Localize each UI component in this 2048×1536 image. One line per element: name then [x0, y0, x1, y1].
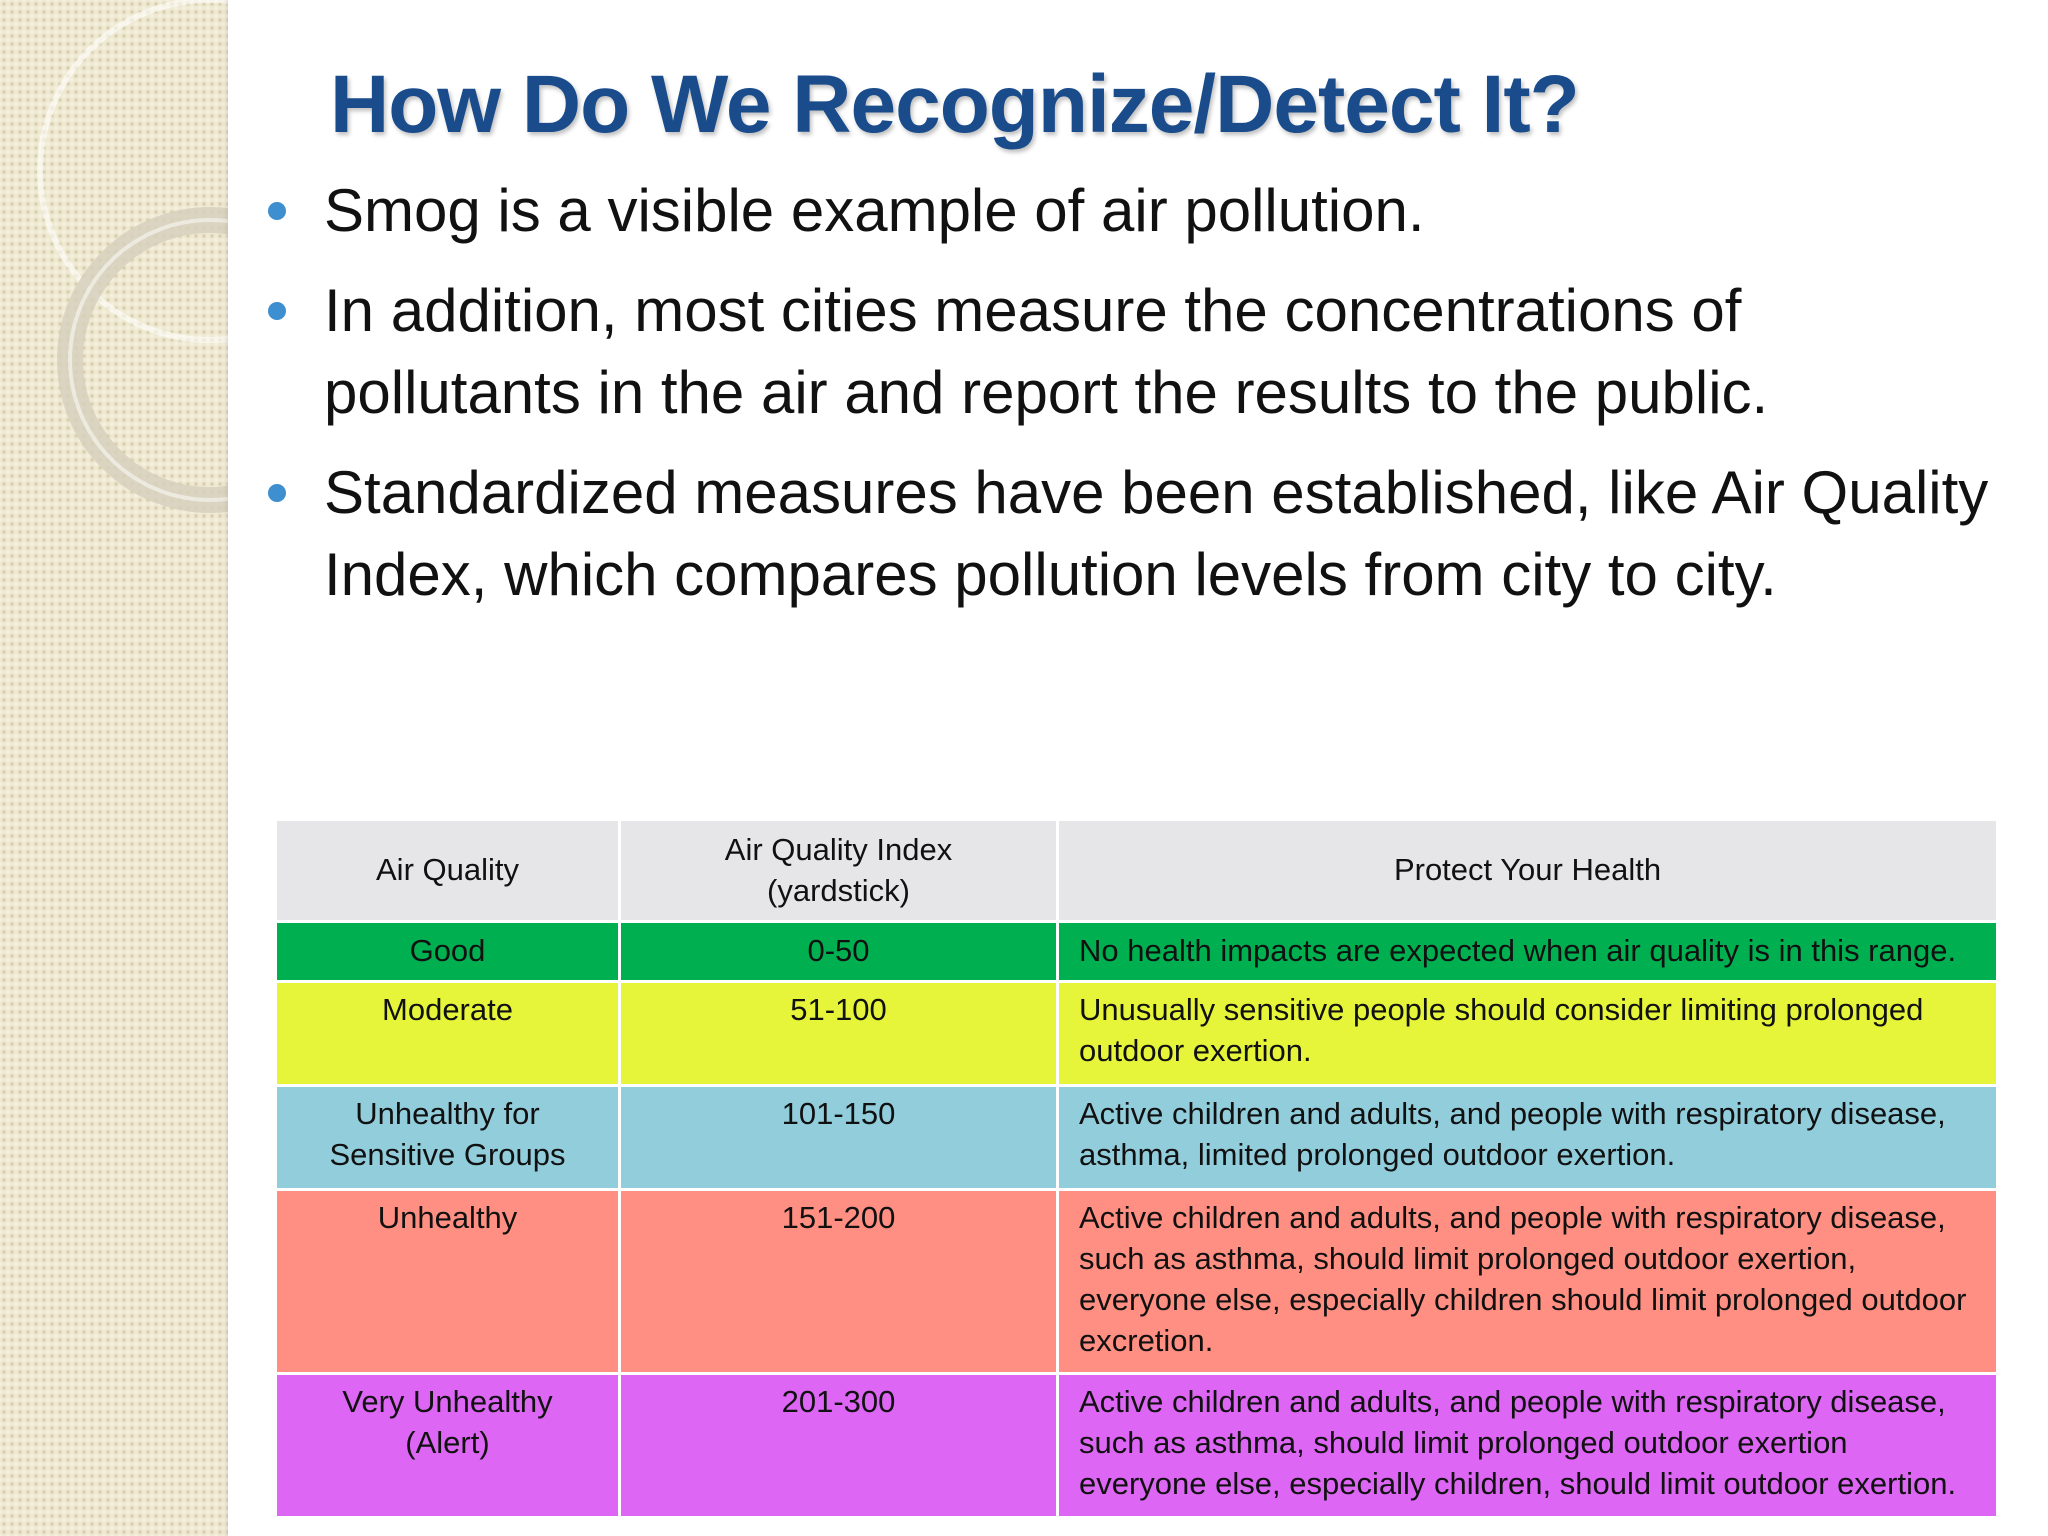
cell-aqi-range: 51-100	[620, 982, 1058, 1086]
bullet-dot-icon	[268, 484, 286, 502]
cell-aqi-range: 201-300	[620, 1374, 1058, 1518]
cell-air-quality	[276, 1086, 620, 1190]
header-aqi	[620, 820, 1058, 922]
decorative-rings-icon	[0, 0, 228, 520]
table-header-row	[276, 820, 1998, 922]
slide-title: How Do We Recognize/Detect It?	[330, 59, 1579, 150]
decorative-left-band	[0, 0, 228, 1536]
bullet-text: Smog is a visible example of air pollution.	[324, 177, 1425, 244]
cell-health-advice: Active children and adults, and people with respiratory disease, such as asthma, should limit prolonged outdoor exertion everyone else, especially children, should limit outdoor exertion.	[1058, 1374, 1998, 1518]
bullet-item	[268, 170, 2008, 252]
cell-health-advice: Active children and adults, and people with respiratory disease, such as asthma, should limit prolonged outdoor exertion, everyone else, especially children should limit prolonged outdoor excretion.	[1058, 1190, 1998, 1374]
quality-line2: (Alert)	[405, 1425, 490, 1460]
cell-health-advice: Unusually sensitive people should consider limiting prolonged outdoor exertion.	[1058, 982, 1998, 1086]
quality-line1: Unhealthy	[377, 1200, 518, 1235]
bullet-text: Standardized measures have been established, like Air Quality Index, which compares pollution levels from city to city.	[324, 459, 1989, 608]
header-air-quality: Air Quality	[276, 820, 620, 922]
cell-aqi-range: 151-200	[620, 1190, 1058, 1374]
header-aqi-line2: (yardstick)	[767, 872, 910, 908]
bullet-item	[268, 270, 2008, 434]
header-aqi-line1: Air Quality Index	[724, 831, 953, 867]
bullet-dot-icon	[268, 202, 286, 220]
quality-line1: Moderate	[382, 992, 513, 1027]
table-row	[276, 1374, 1998, 1518]
aqi-table	[274, 818, 1999, 1519]
cell-aqi-range: 101-150	[620, 1086, 1058, 1190]
cell-aqi-range: 0-50	[620, 922, 1058, 982]
quality-line1: Unhealthy for	[355, 1096, 540, 1131]
header-protect-health: Protect Your Health	[1058, 820, 1998, 922]
bullet-text: In addition, most cities measure the concentrations of pollutants in the air and report the results to the public.	[324, 277, 1769, 426]
bullet-list	[268, 170, 2008, 634]
quality-line1: Very Unhealthy	[342, 1384, 553, 1419]
quality-line1: Good	[409, 933, 486, 968]
bullet-dot-icon	[268, 302, 286, 320]
table-row	[276, 1190, 1998, 1374]
cell-air-quality	[276, 1374, 620, 1518]
table-row	[276, 982, 1998, 1086]
cell-health-advice: No health impacts are expected when air quality is in this range.	[1058, 922, 1998, 982]
bullet-item	[268, 452, 2008, 616]
cell-health-advice: Active children and adults, and people with respiratory disease, asthma, limited prolonged outdoor exertion.	[1058, 1086, 1998, 1190]
quality-line2: Sensitive Groups	[329, 1137, 566, 1172]
table-row	[276, 1086, 1998, 1190]
table-row	[276, 922, 1998, 982]
cell-air-quality	[276, 922, 620, 982]
cell-air-quality	[276, 1190, 620, 1374]
cell-air-quality	[276, 982, 620, 1086]
